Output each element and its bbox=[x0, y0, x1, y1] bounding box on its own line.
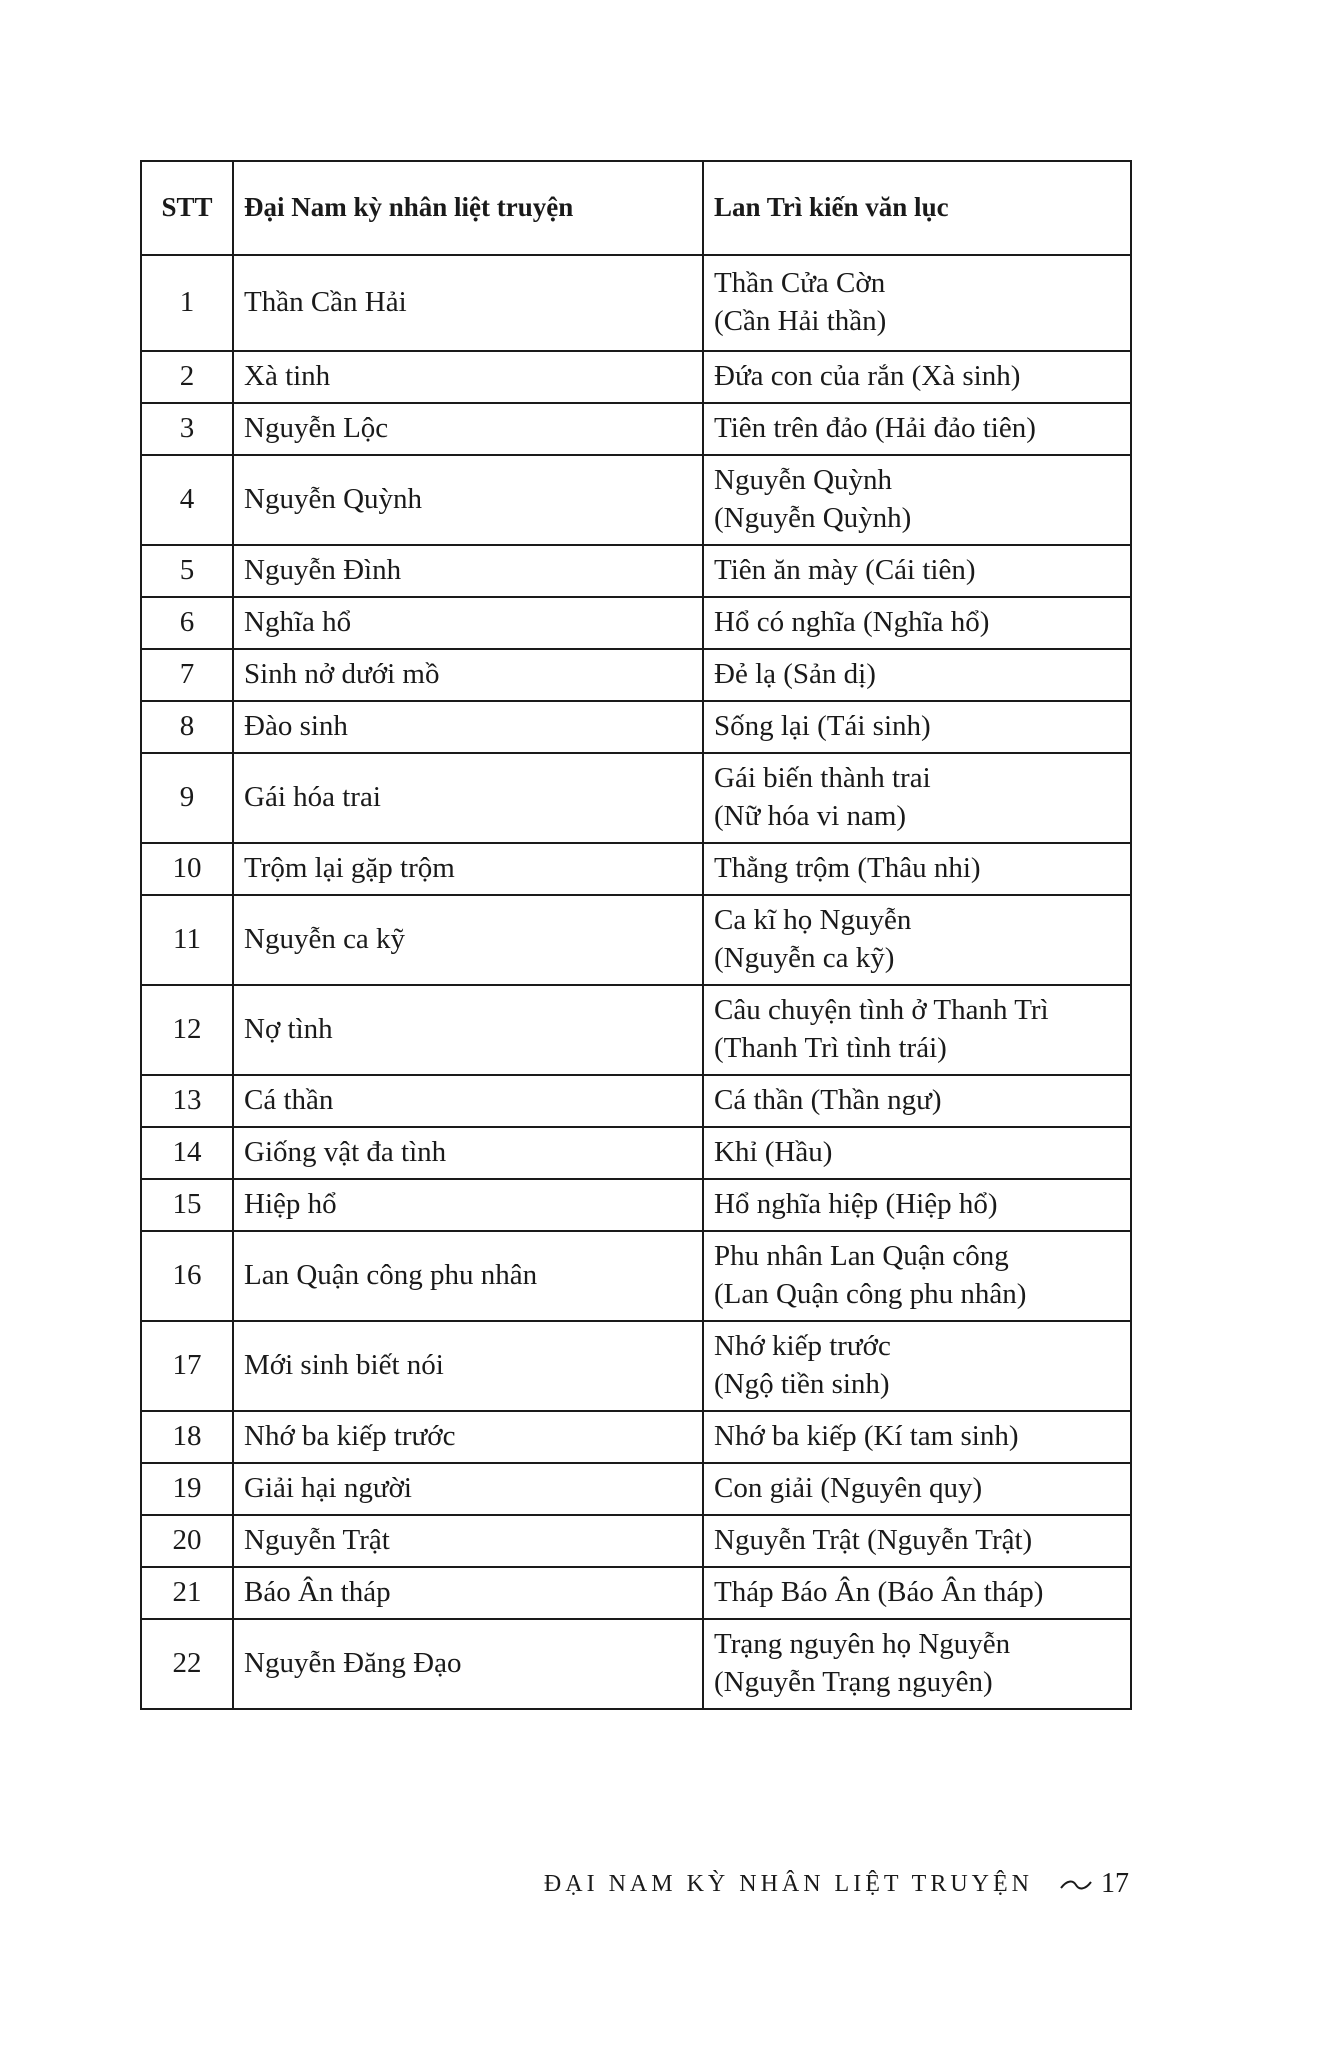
cell-lan-tri bbox=[703, 455, 1131, 545]
cell-lan-tri-line: Con giải (Nguyên quy) bbox=[714, 1472, 983, 1505]
cell-dai-nam: Thần Cần Hải bbox=[233, 255, 703, 351]
cell-lan-tri-line: Hổ nghĩa hiệp (Hiệp hổ) bbox=[714, 1188, 998, 1221]
cell-lan-tri-line: Câu chuyện tình ở Thanh Trì bbox=[714, 994, 1049, 1027]
cell-stt: 19 bbox=[141, 1463, 233, 1515]
cell-dai-nam: Nguyễn ca kỹ bbox=[233, 895, 703, 985]
cell-lan-tri bbox=[703, 1411, 1131, 1463]
cell-lan-tri bbox=[703, 1567, 1131, 1619]
cell-lan-tri-line: Trạng nguyên họ Nguyễn bbox=[714, 1628, 1011, 1661]
cell-dai-nam: Trộm lại gặp trộm bbox=[233, 843, 703, 895]
cell-stt: 11 bbox=[141, 895, 233, 985]
cell-lan-tri bbox=[703, 1515, 1131, 1567]
cell-lan-tri bbox=[703, 545, 1131, 597]
cell-stt: 8 bbox=[141, 701, 233, 753]
cell-stt: 7 bbox=[141, 649, 233, 701]
cell-lan-tri bbox=[703, 1075, 1131, 1127]
cell-lan-tri-line: Đứa con của rắn (Xà sinh) bbox=[714, 360, 1021, 393]
cell-lan-tri bbox=[703, 753, 1131, 843]
table-row bbox=[141, 753, 1131, 843]
cell-lan-tri-line: Khỉ (Hầu) bbox=[714, 1136, 833, 1169]
cell-stt: 1 bbox=[141, 255, 233, 351]
cell-stt: 21 bbox=[141, 1567, 233, 1619]
cell-lan-tri-line: Nguyễn Trật (Nguyễn Trật) bbox=[714, 1524, 1033, 1557]
cell-lan-tri-line: Tiên ăn mày (Cái tiên) bbox=[714, 554, 976, 587]
cell-stt: 17 bbox=[141, 1321, 233, 1411]
header-lan-tri: Lan Trì kiến văn lục bbox=[703, 161, 1131, 255]
page-number: 17 bbox=[1101, 1868, 1129, 1899]
table-row bbox=[141, 455, 1131, 545]
table-row bbox=[141, 985, 1131, 1075]
table-header bbox=[141, 161, 1131, 255]
cell-dai-nam: Nguyễn Đình bbox=[233, 545, 703, 597]
cell-stt: 2 bbox=[141, 351, 233, 403]
cell-lan-tri-line: Tháp Báo Ân (Báo Ân tháp) bbox=[714, 1576, 1044, 1609]
table-row bbox=[141, 255, 1131, 351]
cell-dai-nam: Đào sinh bbox=[233, 701, 703, 753]
table-row bbox=[141, 597, 1131, 649]
cell-dai-nam: Nguyễn Trật bbox=[233, 1515, 703, 1567]
cell-lan-tri-line: (Nguyễn ca kỹ) bbox=[714, 942, 895, 974]
cell-stt: 5 bbox=[141, 545, 233, 597]
cell-dai-nam: Báo Ân tháp bbox=[233, 1567, 703, 1619]
cell-lan-tri-line: Thần Cửa Cờn bbox=[714, 267, 886, 300]
cell-lan-tri bbox=[703, 597, 1131, 649]
cell-lan-tri-line: Thằng trộm (Thâu nhi) bbox=[714, 852, 981, 885]
header-dai-nam: Đại Nam kỳ nhân liệt truyện bbox=[233, 161, 703, 255]
table-row bbox=[141, 1619, 1131, 1709]
table-row bbox=[141, 351, 1131, 403]
table-row bbox=[141, 1463, 1131, 1515]
tilde-icon bbox=[1059, 1869, 1093, 1899]
cell-lan-tri-line: (Ngộ tiền sinh) bbox=[714, 1368, 890, 1400]
cell-stt: 13 bbox=[141, 1075, 233, 1127]
cell-stt: 9 bbox=[141, 753, 233, 843]
table-row bbox=[141, 649, 1131, 701]
cell-lan-tri-line: (Thanh Trì tình trái) bbox=[714, 1032, 947, 1064]
cell-dai-nam: Xà tinh bbox=[233, 351, 703, 403]
table-row bbox=[141, 1231, 1131, 1321]
cell-stt: 4 bbox=[141, 455, 233, 545]
cell-lan-tri-line: Gái biến thành trai bbox=[714, 762, 931, 795]
cell-dai-nam: Cá thần bbox=[233, 1075, 703, 1127]
cell-lan-tri-line: Ca kĩ họ Nguyễn bbox=[714, 904, 912, 937]
cell-stt: 3 bbox=[141, 403, 233, 455]
cell-lan-tri bbox=[703, 351, 1131, 403]
table-row bbox=[141, 1075, 1131, 1127]
table-row bbox=[141, 843, 1131, 895]
cell-dai-nam: Hiệp hổ bbox=[233, 1179, 703, 1231]
cell-dai-nam: Giải hại người bbox=[233, 1463, 703, 1515]
page-footer bbox=[544, 1868, 1129, 1900]
cell-lan-tri bbox=[703, 1321, 1131, 1411]
cell-stt: 18 bbox=[141, 1411, 233, 1463]
cell-lan-tri bbox=[703, 403, 1131, 455]
cell-stt: 16 bbox=[141, 1231, 233, 1321]
cell-dai-nam: Mới sinh biết nói bbox=[233, 1321, 703, 1411]
cell-stt: 22 bbox=[141, 1619, 233, 1709]
cell-dai-nam: Nguyễn Quỳnh bbox=[233, 455, 703, 545]
cell-lan-tri-line: Cá thần (Thần ngư) bbox=[714, 1084, 942, 1117]
comparison-table bbox=[140, 160, 1132, 1710]
running-title: ĐẠI NAM KỲ NHÂN LIỆT TRUYỆN bbox=[543, 1870, 1033, 1897]
cell-lan-tri-line: Nhớ ba kiếp (Kí tam sinh) bbox=[714, 1420, 1019, 1453]
cell-stt: 15 bbox=[141, 1179, 233, 1231]
table-row bbox=[141, 403, 1131, 455]
cell-lan-tri bbox=[703, 1463, 1131, 1515]
header-row bbox=[141, 161, 1131, 255]
cell-lan-tri bbox=[703, 1179, 1131, 1231]
cell-stt: 12 bbox=[141, 985, 233, 1075]
cell-lan-tri bbox=[703, 895, 1131, 985]
cell-lan-tri-line: (Nguyễn Trạng nguyên) bbox=[714, 1666, 993, 1698]
cell-lan-tri-line: Hổ có nghĩa (Nghĩa hổ) bbox=[714, 606, 990, 639]
cell-dai-nam: Giống vật đa tình bbox=[233, 1127, 703, 1179]
cell-lan-tri bbox=[703, 649, 1131, 701]
table-body bbox=[141, 255, 1131, 1709]
cell-dai-nam: Lan Quận công phu nhân bbox=[233, 1231, 703, 1321]
cell-stt: 14 bbox=[141, 1127, 233, 1179]
table-row bbox=[141, 1321, 1131, 1411]
header-stt: STT bbox=[141, 161, 233, 255]
cell-lan-tri-line: (Nữ hóa vi nam) bbox=[714, 800, 907, 832]
table-row bbox=[141, 1515, 1131, 1567]
cell-lan-tri-line: (Nguyễn Quỳnh) bbox=[714, 502, 912, 534]
table-row bbox=[141, 1567, 1131, 1619]
cell-stt: 10 bbox=[141, 843, 233, 895]
cell-lan-tri bbox=[703, 701, 1131, 753]
cell-lan-tri-line: (Lan Quận công phu nhân) bbox=[714, 1278, 1027, 1310]
table-row bbox=[141, 895, 1131, 985]
cell-lan-tri bbox=[703, 1619, 1131, 1709]
cell-dai-nam: Nguyễn Lộc bbox=[233, 403, 703, 455]
cell-lan-tri-line: Tiên trên đảo (Hải đảo tiên) bbox=[714, 412, 1036, 445]
cell-lan-tri-line: Sống lại (Tái sinh) bbox=[714, 710, 931, 743]
cell-lan-tri-line: Phu nhân Lan Quận công bbox=[714, 1240, 1009, 1273]
cell-dai-nam: Nhớ ba kiếp trước bbox=[233, 1411, 703, 1463]
table-row bbox=[141, 1179, 1131, 1231]
table-row bbox=[141, 545, 1131, 597]
cell-stt: 6 bbox=[141, 597, 233, 649]
cell-dai-nam: Nghĩa hổ bbox=[233, 597, 703, 649]
table-row bbox=[141, 1127, 1131, 1179]
cell-lan-tri bbox=[703, 1127, 1131, 1179]
cell-lan-tri bbox=[703, 985, 1131, 1075]
cell-dai-nam: Nợ tình bbox=[233, 985, 703, 1075]
cell-lan-tri-line: Đẻ lạ (Sản dị) bbox=[714, 658, 876, 691]
table-row bbox=[141, 1411, 1131, 1463]
cell-lan-tri bbox=[703, 1231, 1131, 1321]
table-row bbox=[141, 701, 1131, 753]
cell-dai-nam: Nguyễn Đăng Đạo bbox=[233, 1619, 703, 1709]
cell-lan-tri bbox=[703, 255, 1131, 351]
cell-dai-nam: Sinh nở dưới mồ bbox=[233, 649, 703, 701]
cell-lan-tri-line: (Cần Hải thần) bbox=[714, 305, 887, 337]
cell-stt: 20 bbox=[141, 1515, 233, 1567]
cell-lan-tri bbox=[703, 843, 1131, 895]
cell-lan-tri-line: Nguyễn Quỳnh bbox=[714, 464, 893, 497]
cell-dai-nam: Gái hóa trai bbox=[233, 753, 703, 843]
cell-lan-tri-line: Nhớ kiếp trước bbox=[714, 1330, 891, 1363]
